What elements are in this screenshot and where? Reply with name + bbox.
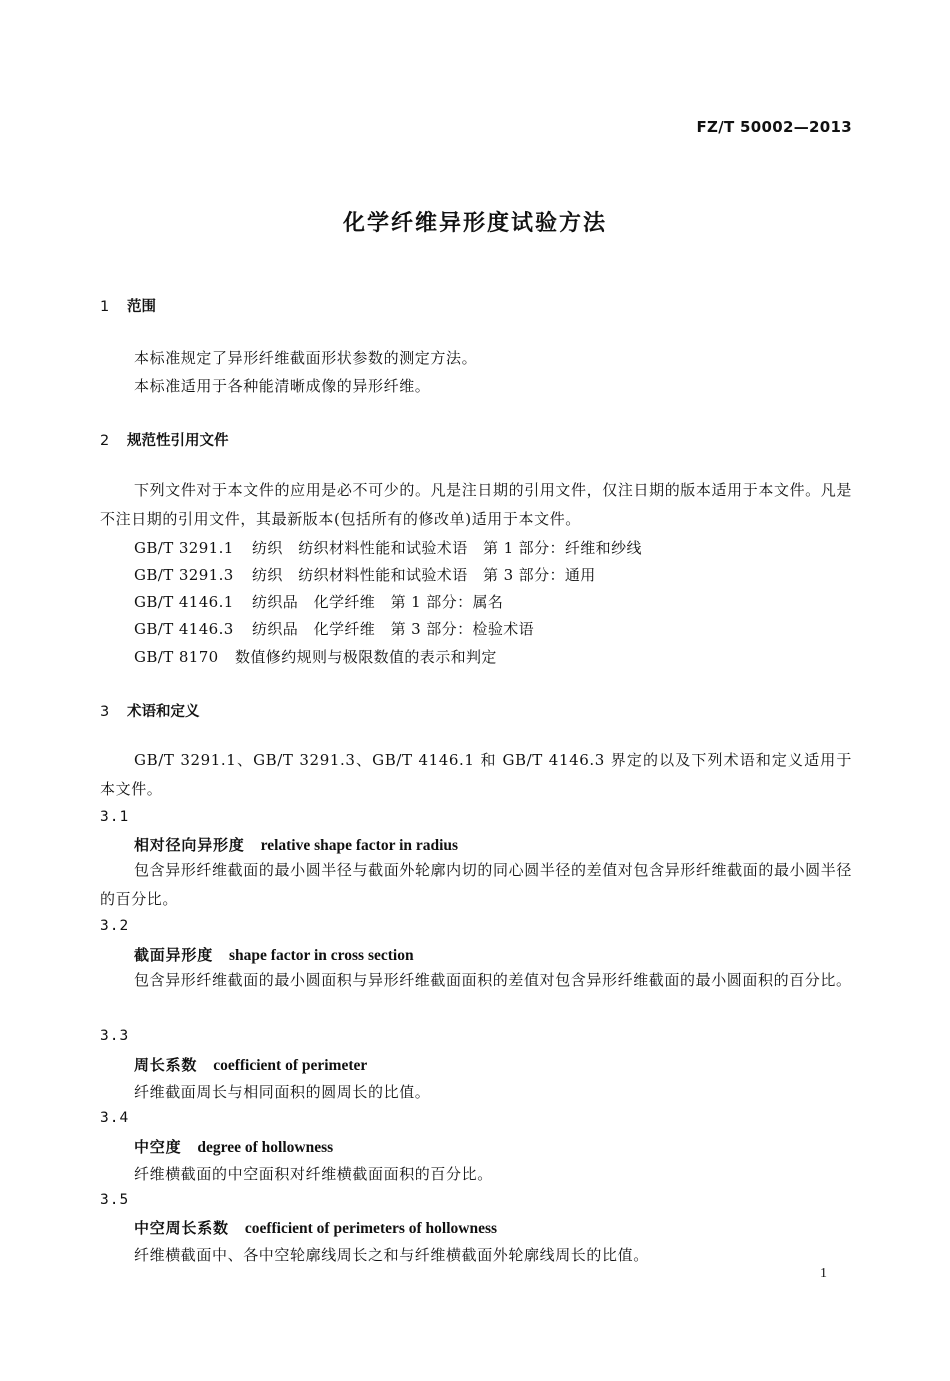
- term-heading: [134, 1136, 333, 1157]
- term-english: relative shape factor in radius: [260, 837, 459, 854]
- section-1-paragraph: 本标准适用于各种能清晰成像的异形纤维。: [134, 377, 431, 395]
- term-chinese: 截面异形度: [134, 946, 214, 964]
- reference-title: 数值修约规则与极限数值的表示和判定: [235, 648, 497, 666]
- term-heading: [134, 1217, 497, 1238]
- normative-reference: [134, 618, 534, 639]
- section-number: 3: [100, 704, 110, 720]
- reference-code: GB/T 4146.1: [134, 593, 234, 611]
- term-english: shape factor in cross section: [229, 947, 414, 964]
- document-number: FZ/T 50002—2013: [696, 118, 852, 136]
- term-chinese: 周长系数: [134, 1056, 198, 1074]
- term-definition: 纤维截面周长与相同面积的圆周长的比值。: [134, 1083, 431, 1101]
- normative-reference: [134, 591, 503, 612]
- term-heading: [134, 944, 414, 965]
- section-1-heading: [100, 295, 156, 316]
- page-number: 1: [820, 1266, 827, 1281]
- reference-code: GB/T 8170: [134, 648, 219, 666]
- section-3-intro: GB/T 3291.1、GB/T 3291.3、GB/T 4146.1 和 GB/T 4146.3 界定的以及下列术语和定义适用于本文件。: [100, 751, 852, 798]
- term-number: 3.3: [100, 1028, 130, 1044]
- section-3-heading: [100, 700, 200, 721]
- section-title: 术语和定义: [127, 704, 200, 720]
- term-definition: 纤维横截面中、各中空轮廓线周长之和与纤维横截面外轮廓线周长的比值。: [134, 1246, 649, 1264]
- term-heading: [134, 1054, 367, 1075]
- normative-reference: [134, 646, 497, 667]
- term-number: 3.5: [100, 1192, 130, 1208]
- term-number: 3.1: [100, 809, 130, 825]
- section-number: 2: [100, 433, 110, 449]
- term-number: 3.2: [100, 918, 130, 934]
- term-chinese: 中空周长系数: [134, 1219, 229, 1237]
- reference-title: 纺织品 化学纤维 第 1 部分：属名: [252, 593, 504, 611]
- term-chinese: 中空度: [134, 1138, 182, 1156]
- term-definition: 包含异形纤维截面的最小圆半径与截面外轮廓内切的同心圆半径的差值对包含异形纤维截面的最小圆半径的百分比。: [100, 861, 852, 908]
- reference-title: 纺织 纺织材料性能和试验术语 第 3 部分：通用: [252, 566, 596, 584]
- term-definition: 纤维横截面的中空面积对纤维横截面面积的百分比。: [134, 1165, 493, 1183]
- section-2-intro: 下列文件对于本文件的应用是必不可少的。凡是注日期的引用文件，仅注日期的版本适用于本文件。凡是不注日期的引用文件，其最新版本(包括所有的修改单)适用于本文件。: [100, 481, 852, 528]
- section-title: 范围: [127, 299, 156, 315]
- section-number: 1: [100, 299, 110, 315]
- term-english: degree of hollowness: [197, 1139, 334, 1156]
- reference-code: GB/T 4146.3: [134, 620, 234, 638]
- term-english: coefficient of perimeters of hollowness: [244, 1220, 498, 1237]
- term-chinese: 相对径向异形度: [134, 836, 245, 854]
- term-number: 3.4: [100, 1110, 130, 1126]
- term-heading: [134, 834, 458, 855]
- term-definition: 包含异形纤维截面的最小圆面积与异形纤维截面面积的差值对包含异形纤维截面的最小圆面积的百分比。: [134, 971, 852, 989]
- reference-title: 纺织 纺织材料性能和试验术语 第 1 部分：纤维和纱线: [252, 539, 642, 557]
- section-title: 规范性引用文件: [127, 433, 229, 449]
- normative-reference: [134, 537, 642, 558]
- section-1-paragraph: 本标准规定了异形纤维截面形状参数的测定方法。: [134, 349, 478, 367]
- section-2-heading: [100, 429, 229, 450]
- reference-code: GB/T 3291.3: [134, 566, 234, 584]
- reference-title: 纺织品 化学纤维 第 3 部分：检验术语: [252, 620, 535, 638]
- reference-code: GB/T 3291.1: [134, 539, 234, 557]
- document-title: 化学纤维异形度试验方法: [342, 211, 607, 236]
- term-english: coefficient of perimeter: [213, 1057, 368, 1074]
- normative-reference: [134, 564, 596, 585]
